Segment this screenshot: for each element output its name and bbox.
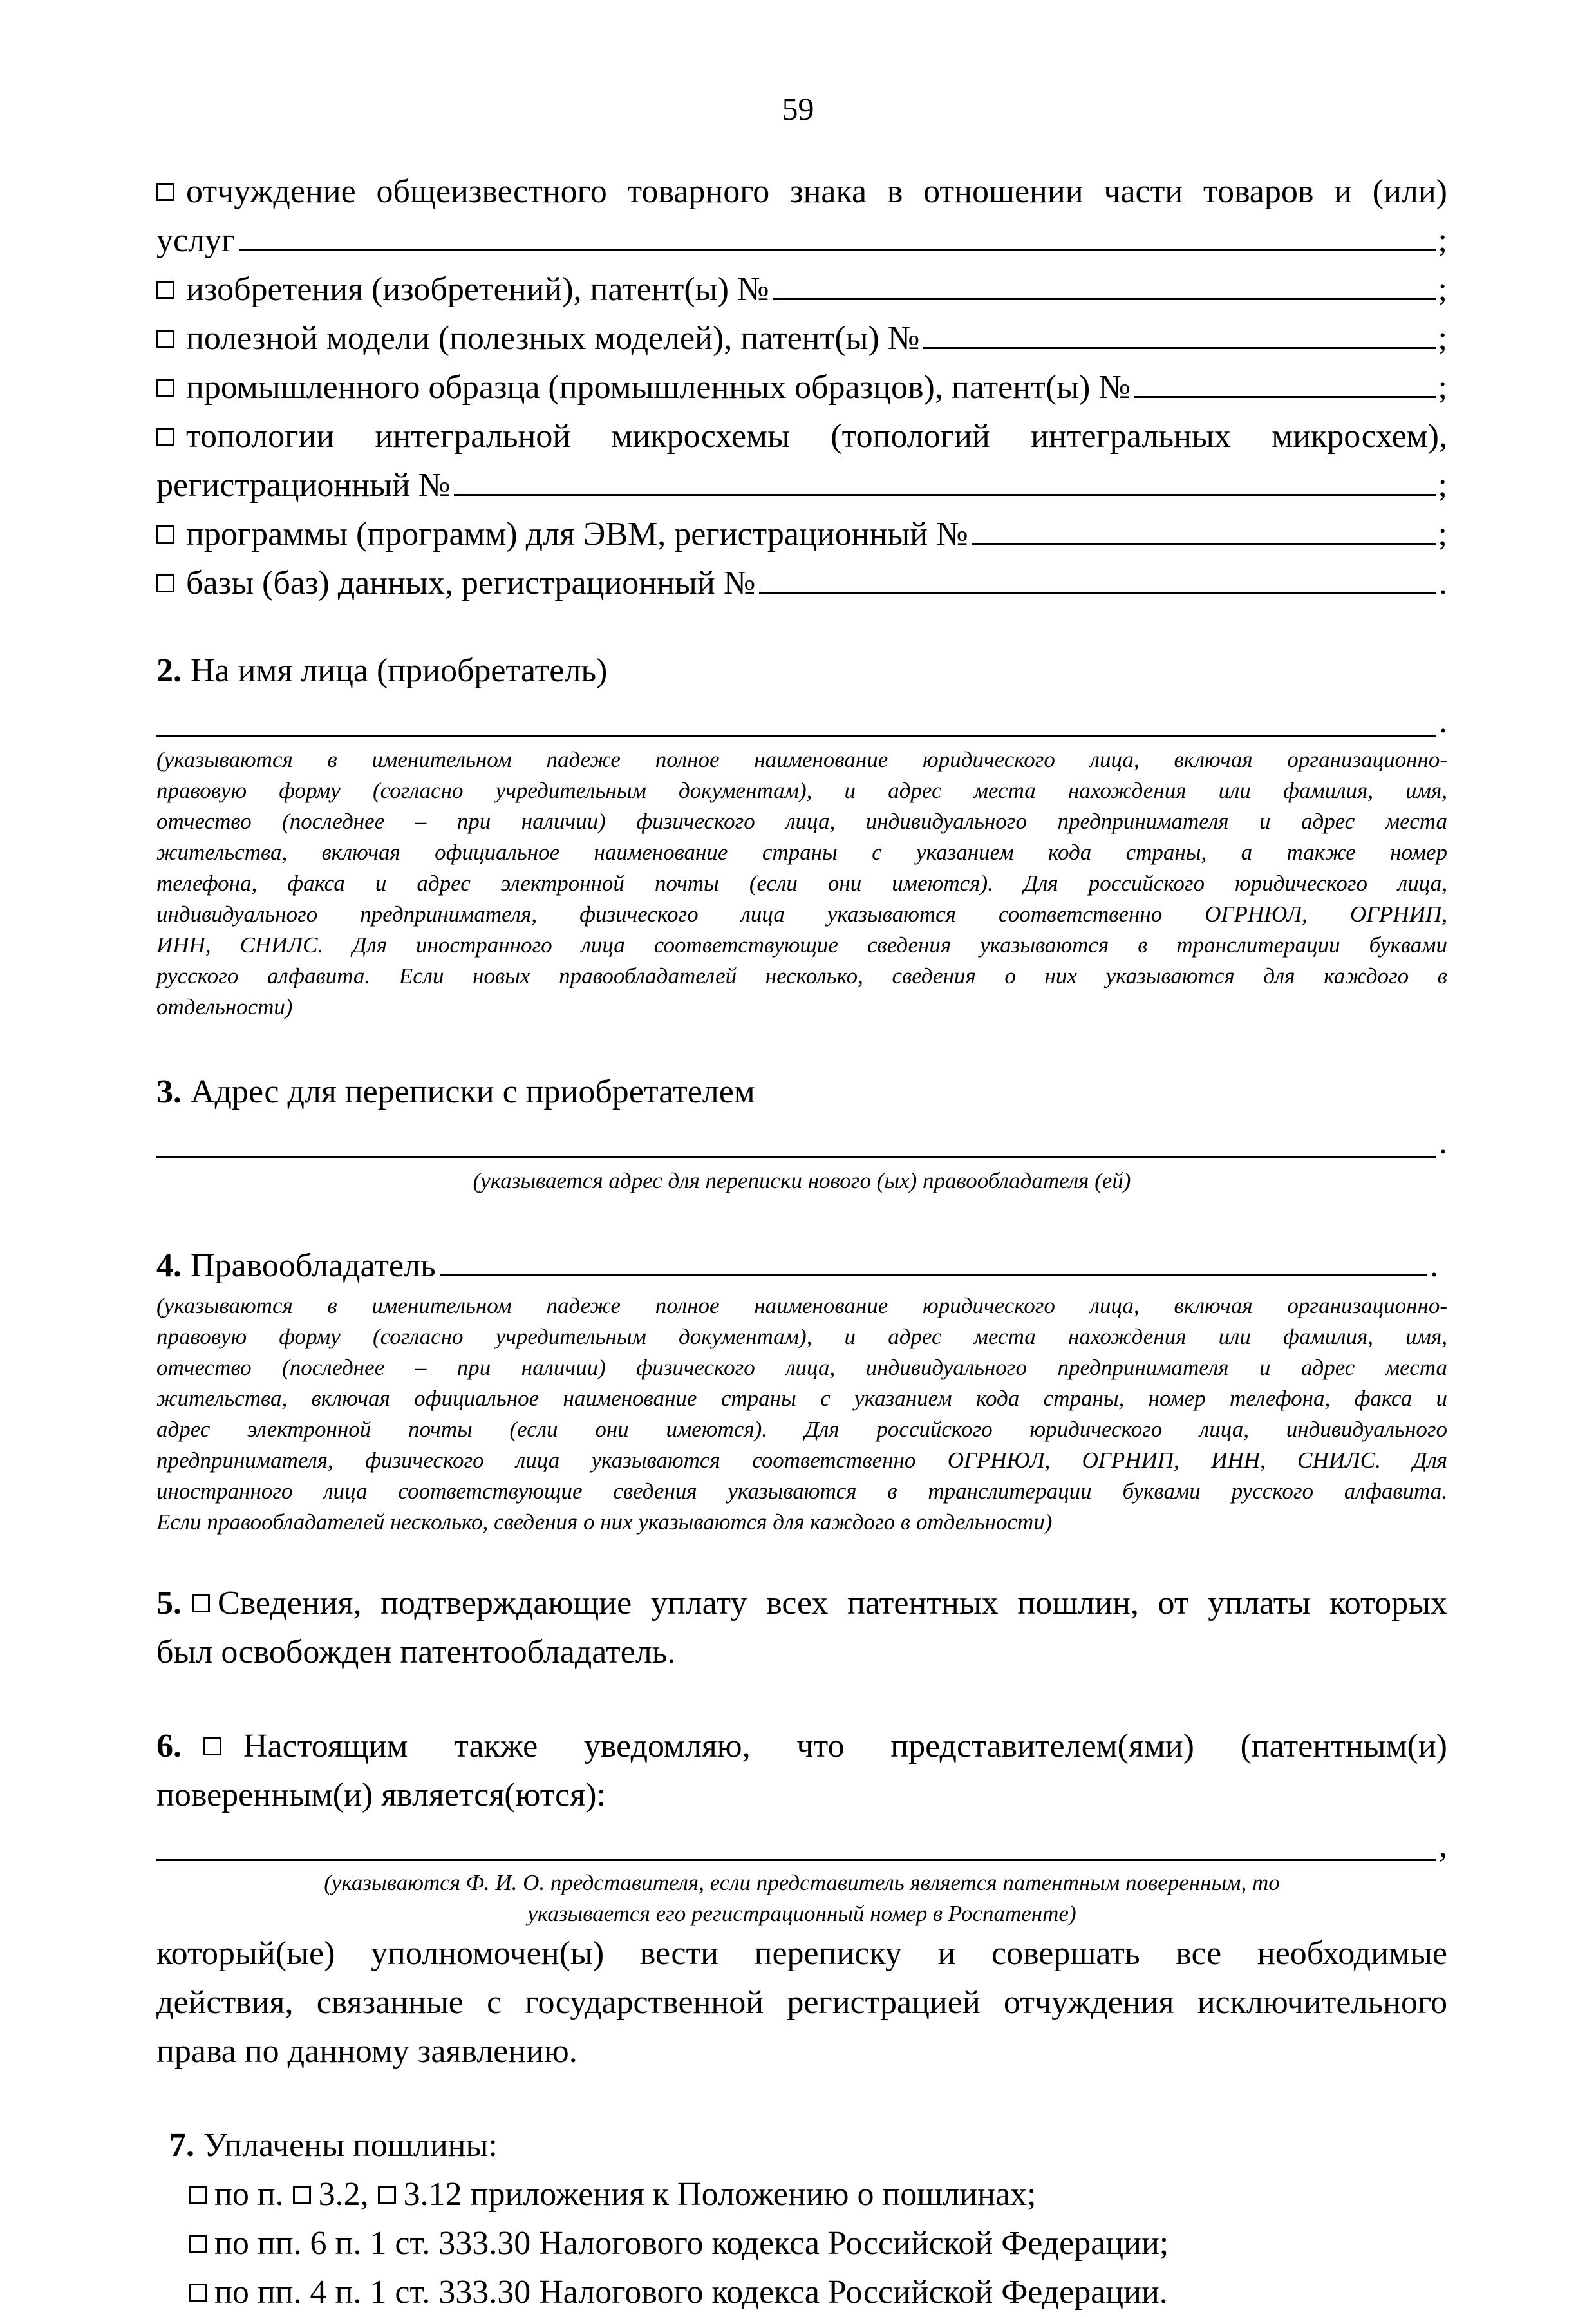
list-item-cont: [156, 216, 1447, 265]
answer-line: [156, 1117, 1447, 1162]
checkbox[interactable]: [203, 1737, 221, 1755]
fee-text: по п.: [214, 2176, 284, 2213]
item-text: изобретения (изобретений), патент(ы) №: [186, 271, 769, 308]
punct: ;: [1438, 467, 1447, 504]
section-3-note: (указывается адрес для переписки нового (ых) правообладателя (ей): [473, 1168, 1131, 1193]
note-line: адрес электронной почты (если они имеются). Для российского юридического лица, индивидуального: [156, 1417, 1447, 1442]
fee-item: [156, 2219, 1447, 2268]
section-line: [156, 1628, 1447, 1677]
item-text: отчуждение общеизвестного товарного знака в отношении части товаров и (или): [186, 173, 1447, 210]
section-line: [156, 1929, 1447, 1978]
note-line: правовую форму (согласно учредительным документам), и адрес места нахождения или фамилия, имя,: [156, 1324, 1447, 1349]
answer-line: [156, 695, 1447, 741]
list-item: [156, 314, 1447, 363]
section-4: [156, 1242, 1447, 1538]
punct: ,: [1439, 1828, 1447, 1864]
fee-text: по пп. 6 п. 1 ст. 333.30 Налогового кодекса Российской Федерации;: [214, 2225, 1169, 2262]
checkbox[interactable]: [156, 281, 174, 299]
note-line: жительства, включая официальное наименование страны с указанием кода страны, номер телефона, факса и: [156, 1386, 1447, 1411]
checkbox[interactable]: [156, 525, 174, 544]
note-line: жительства, включая официальное наименование страны с указанием кода страны, а также номер: [156, 840, 1447, 865]
section-line: [156, 1722, 1447, 1771]
section-text: действия, связанные с государственной регистрацией отчуждения исключительного: [156, 1984, 1447, 2021]
blank-line[interactable]: [923, 347, 1435, 349]
fee-item: [156, 2268, 1447, 2317]
blank-line[interactable]: [454, 494, 1435, 496]
section-2-note: [156, 744, 1447, 1023]
fee-item: [156, 2170, 1447, 2219]
note-line: отдельности): [156, 994, 293, 1019]
section-number: 6.: [156, 1728, 182, 1764]
section-title: Правообладатель: [191, 1247, 436, 1284]
punct: ;: [1438, 271, 1447, 308]
section-line: [156, 1579, 1447, 1628]
section-4-note: [156, 1291, 1447, 1538]
section-number: 4.: [156, 1247, 182, 1284]
note-line: отчество (последнее – при наличии) физического лица, индивидуального предпринимателя и адрес места: [156, 809, 1447, 834]
list-item: [156, 559, 1447, 608]
section-text: был освобожден патентообладатель.: [156, 1634, 676, 1670]
checkbox[interactable]: [189, 2186, 207, 2204]
fee-text: по пп. 4 п. 1 ст. 333.30 Налогового кодекса Российской Федерации.: [214, 2274, 1168, 2311]
note-line: отчество (последнее – при наличии) физического лица, индивидуального предпринимателя и адрес места: [156, 1355, 1447, 1380]
blank-line[interactable]: [440, 1274, 1427, 1276]
blank-line[interactable]: [972, 543, 1436, 545]
section-2: [156, 647, 1447, 1023]
section-text: Настоящим также уведомляю, что представителем(ями) (патентным(и): [243, 1728, 1447, 1764]
section-6-note: [156, 1868, 1447, 1929]
section-heading: [156, 647, 1447, 695]
blank-line[interactable]: [239, 249, 1435, 251]
section-3: [156, 1068, 1447, 1196]
checkbox[interactable]: [156, 379, 174, 397]
checkbox[interactable]: [189, 2284, 207, 2302]
section-title: На имя лица (приобретатель): [191, 652, 608, 689]
item-text: услуг: [156, 222, 236, 259]
punct: ;: [1438, 320, 1447, 357]
section-title: Адрес для переписки с приобретателем: [191, 1073, 755, 1110]
section-1-list: [156, 167, 1447, 608]
blank-line[interactable]: [156, 1859, 1436, 1861]
note-line: телефона, факса и адрес электронной почты (если они имеются). Для российского юридического лица,: [156, 871, 1447, 896]
note-line: (указываются в именительном падеже полное наименование юридического лица, включая организационно-: [156, 1293, 1447, 1318]
note-line: индивидуального предпринимателя, физического лица указываются соответственно ОГРНЮЛ, ОГРНИП,: [156, 902, 1447, 927]
section-number: 3.: [156, 1073, 182, 1110]
item-text: топологии интегральной микросхемы (топологий интегральных микросхем),: [186, 418, 1447, 455]
section-line: [156, 2027, 1447, 2076]
punct: .: [1439, 1124, 1447, 1161]
item-text: программы (программ) для ЭВМ, регистрационный №: [186, 516, 968, 553]
list-item: [156, 265, 1447, 314]
section-5: [156, 1579, 1447, 1677]
checkbox[interactable]: [192, 1594, 210, 1612]
note-line: Если правообладателей несколько, сведения о них указываются для каждого в отдельности): [156, 1509, 1053, 1535]
section-line: [156, 1978, 1447, 2027]
checkbox[interactable]: [156, 574, 174, 592]
checkbox[interactable]: [378, 2186, 396, 2204]
note-line: русского алфавита. Если новых правообладателей несколько, сведения о них указываются для каждого в: [156, 963, 1447, 988]
punct: ;: [1438, 369, 1447, 406]
section-number: 2.: [156, 652, 182, 689]
punct: .: [1430, 1247, 1438, 1284]
note-line: (указываются Ф. И. О. представителя, если представитель является патентным поверенным, то: [324, 1870, 1280, 1895]
list-item-cont: [156, 461, 1447, 510]
note-line: указывается его регистрационный номер в Роспатенте): [527, 1901, 1076, 1926]
punct: .: [1439, 565, 1447, 601]
section-text: который(ые) уполномочен(ы) вести переписку и совершать все необходимые: [156, 1935, 1447, 1972]
section-number: 5.: [156, 1585, 182, 1622]
list-item: [156, 167, 1447, 216]
checkbox[interactable]: [293, 2186, 311, 2204]
note-line: правовую форму (согласно учредительным документам), и адрес места нахождения или фамилия, имя,: [156, 778, 1447, 803]
blank-line[interactable]: [759, 592, 1436, 594]
item-text: регистрационный №: [156, 467, 451, 504]
blank-line[interactable]: [773, 298, 1436, 300]
section-number: 7.: [169, 2127, 194, 2164]
punct: .: [1439, 703, 1447, 740]
item-text: полезной модели (полезных моделей), патент(ы) №: [186, 320, 920, 357]
section-line: [156, 1771, 1447, 1820]
section-heading: [156, 1242, 1447, 1291]
blank-line[interactable]: [156, 1156, 1436, 1158]
section-text: права по данному заявлению.: [156, 2033, 577, 2070]
section-title: Уплачены пошлины:: [203, 2127, 498, 2164]
checkbox[interactable]: [156, 330, 174, 348]
list-item: [156, 412, 1447, 461]
punct: ;: [1438, 516, 1447, 553]
document-body: [156, 167, 1447, 2317]
checkbox[interactable]: [156, 183, 174, 201]
fee-text: 3.2,: [318, 2176, 369, 2213]
answer-line: [156, 1820, 1447, 1865]
section-6: [156, 1722, 1447, 2076]
blank-line[interactable]: [1134, 396, 1436, 398]
checkbox[interactable]: [156, 428, 174, 446]
item-text: промышленного образца (промышленных образцов), патент(ы) №: [186, 369, 1131, 406]
fee-text: 3.12 приложения к Положению о пошлинах;: [403, 2176, 1037, 2213]
blank-line[interactable]: [156, 735, 1436, 737]
page-number: 59: [782, 91, 814, 127]
section-heading: [156, 1068, 1447, 1117]
punct: ;: [1438, 222, 1447, 259]
list-item: [156, 363, 1447, 412]
note-line: предпринимателя, физического лица указываются соответственно ОГРНЮЛ, ОГРНИП, ИНН, СНИЛС. Для: [156, 1448, 1447, 1473]
list-item: [156, 510, 1447, 559]
section-heading: [156, 2121, 1447, 2170]
section-text: поверенным(и) является(ются):: [156, 1777, 606, 1813]
section-text: Сведения, подтверждающие уплату всех патентных пошлин, от уплаты которых: [218, 1585, 1447, 1622]
section-7: [156, 2121, 1447, 2317]
note-line: (указываются в именительном падеже полное наименование юридического лица, включая организационно-: [156, 747, 1447, 772]
item-text: базы (баз) данных, регистрационный №: [186, 565, 756, 601]
checkbox[interactable]: [189, 2235, 207, 2253]
note-line: ИНН, СНИЛС. Для иностранного лица соответствующие сведения указываются в транслитерации буквами: [156, 932, 1447, 958]
note-line: иностранного лица соответствующие сведения указываются в транслитерации буквами русского алфавита.: [156, 1479, 1447, 1504]
